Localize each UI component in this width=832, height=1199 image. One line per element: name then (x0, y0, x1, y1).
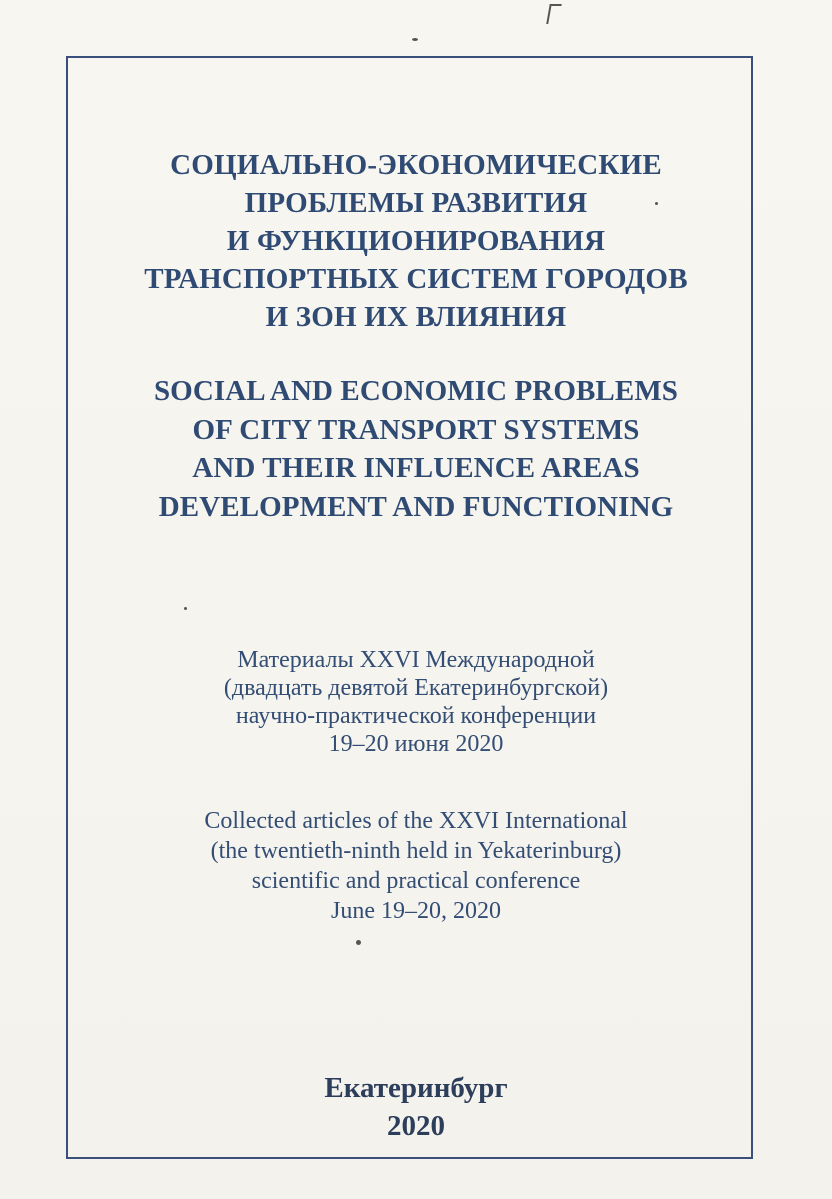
title-en-line: AND THEIR INFLUENCE AREAS (192, 452, 640, 484)
title-ru-line: И ЗОН ИХ ВЛИЯНИЯ (265, 301, 567, 333)
subtitle-en-line: June 19–20, 2020 (331, 898, 501, 924)
subtitle-russian (0, 646, 832, 758)
pen-mark (546, 4, 562, 24)
title-ru-line: СОЦИАЛЬНО-ЭКОНОМИЧЕСКИЕ (170, 149, 662, 181)
subtitle-ru-line: Материалы XXVI Международной (237, 647, 595, 673)
title-en-line: DEVELOPMENT AND FUNCTIONING (158, 490, 674, 523)
title-en-line: SOCIAL AND ECONOMIC PROBLEMS (153, 375, 679, 407)
subtitle-ru-line: (двадцать девятой Екатеринбургской) (223, 675, 609, 701)
imprint-city: Екатеринбург (324, 1072, 508, 1104)
title-ru-line: И ФУНКЦИОНИРОВАНИЯ (226, 225, 606, 257)
subtitle-en-line: (the twentieth-ninth held in Yekaterinburg) (210, 838, 622, 864)
title-english (0, 372, 832, 526)
subtitle-ru-line: 19–20 июня 2020 (328, 731, 504, 757)
subtitle-english (0, 806, 832, 926)
imprint (0, 1069, 832, 1145)
title-en-line: OF CITY TRANSPORT SYSTEMS (192, 413, 640, 446)
imprint-year: 2020 (387, 1110, 445, 1142)
subtitle-en-line: scientific and practical conference (251, 868, 581, 894)
title-ru-line: ТРАНСПОРТНЫХ СИСТЕМ ГОРОДОВ (144, 263, 688, 295)
title-ru-line: ПРОБЛЕМЫ РАЗВИТИЯ (244, 187, 588, 219)
title-russian (0, 146, 832, 336)
subtitle-ru-line: научно-практической конференции (235, 703, 597, 729)
dust-speck (412, 38, 418, 41)
subtitle-en-line: Collected articles of the XXVI International (204, 808, 628, 834)
